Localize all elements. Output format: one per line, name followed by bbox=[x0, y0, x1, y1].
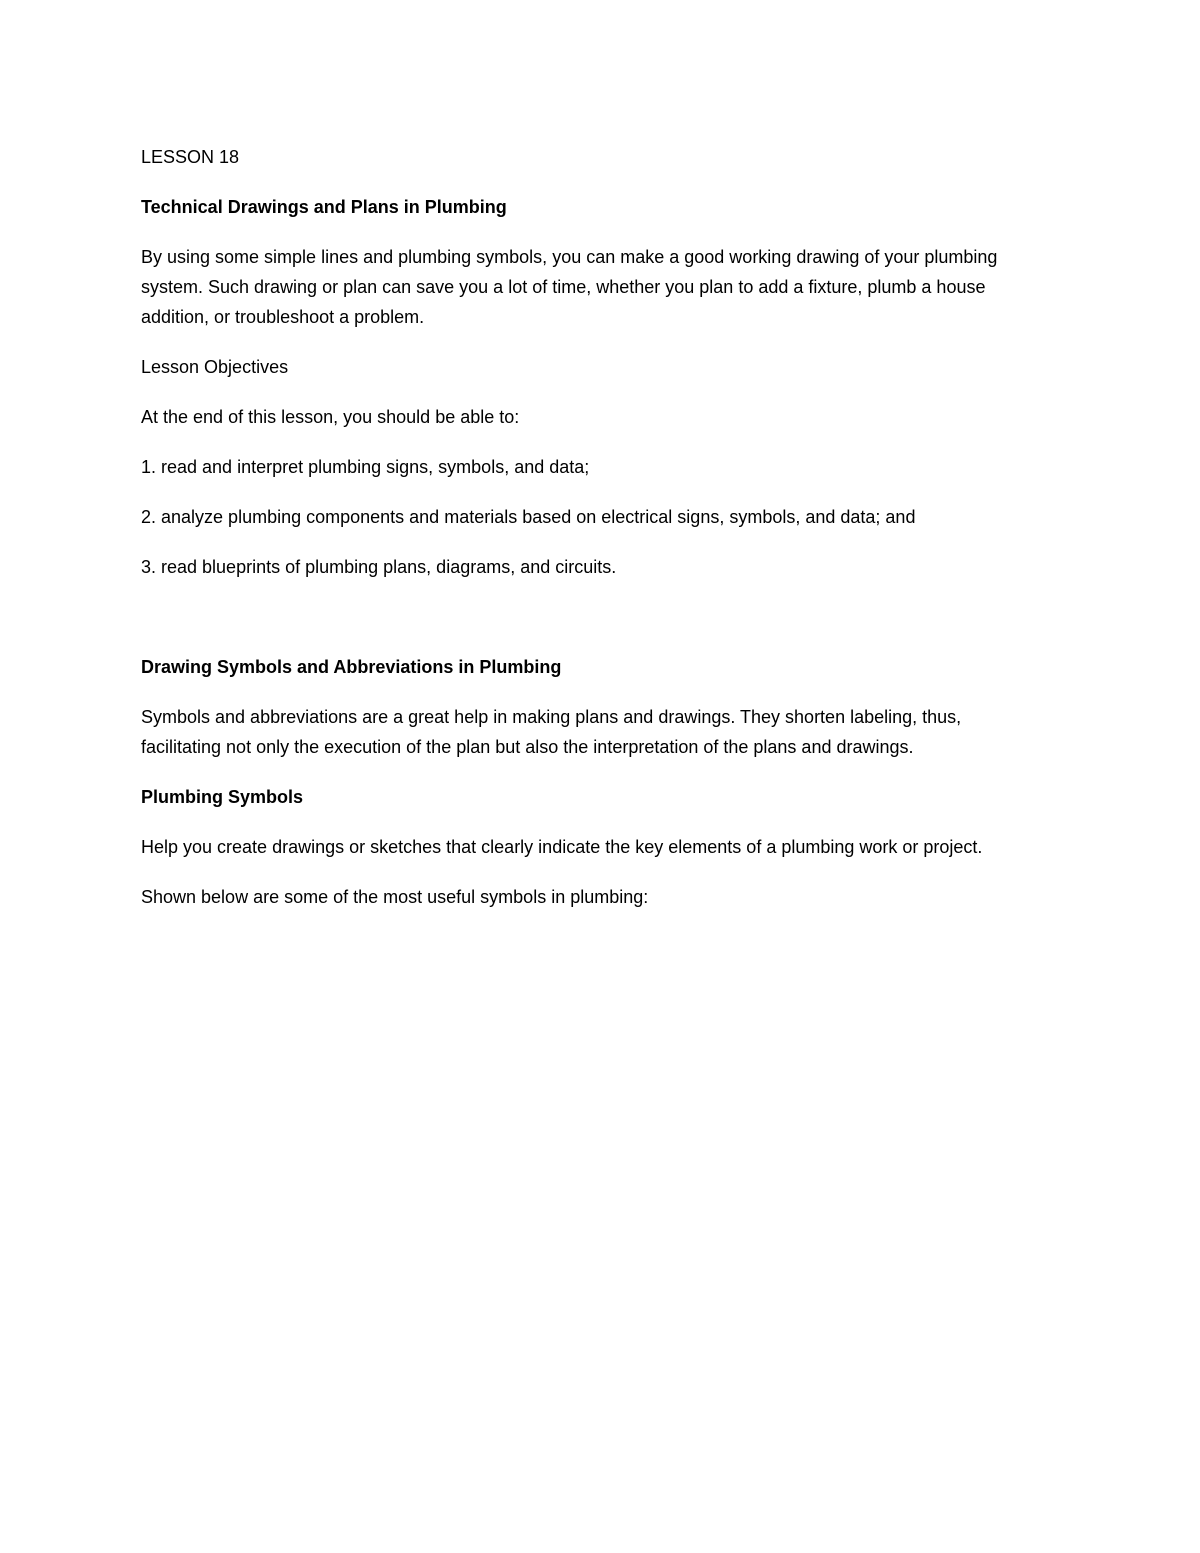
symbols-paragraph: Help you create drawings or sketches that clearly indicate the key elements of a plumbing work or project. bbox=[141, 837, 983, 857]
objectives-lead: At the end of this lesson, you should be able to: bbox=[141, 407, 520, 427]
objective-item: 3. read blueprints of plumbing plans, diagrams, and circuits. bbox=[141, 557, 617, 577]
lesson-label: LESSON 18 bbox=[141, 147, 240, 167]
symbols-heading: Plumbing Symbols bbox=[141, 787, 304, 807]
objectives-label: Lesson Objectives bbox=[141, 357, 289, 377]
objective-item: 2. analyze plumbing components and materials based on electrical signs, symbols, and data; and bbox=[141, 507, 916, 527]
section-heading: Drawing Symbols and Abbreviations in Plumbing bbox=[141, 657, 562, 677]
symbols-lead: Shown below are some of the most useful symbols in plumbing: bbox=[141, 887, 649, 907]
intro-paragraph: By using some simple lines and plumbing symbols, you can make a good working drawing of your plumbing system. Such drawing or plan can save you a lot of time, whether you plan to add a fixture, plumb a house addition, or troubleshoot a problem. bbox=[141, 247, 998, 327]
section-paragraph: Symbols and abbreviations are a great help in making plans and drawings. They shorten labeling, thus, facilitating not only the execution of the plan but also the interpretation of the plans and drawings. bbox=[141, 707, 962, 757]
document-page bbox=[141, 142, 1061, 912]
objectives-list bbox=[141, 452, 1061, 582]
lesson-title: Technical Drawings and Plans in Plumbing bbox=[141, 197, 507, 217]
objective-item: 1. read and interpret plumbing signs, symbols, and data; bbox=[141, 457, 590, 477]
